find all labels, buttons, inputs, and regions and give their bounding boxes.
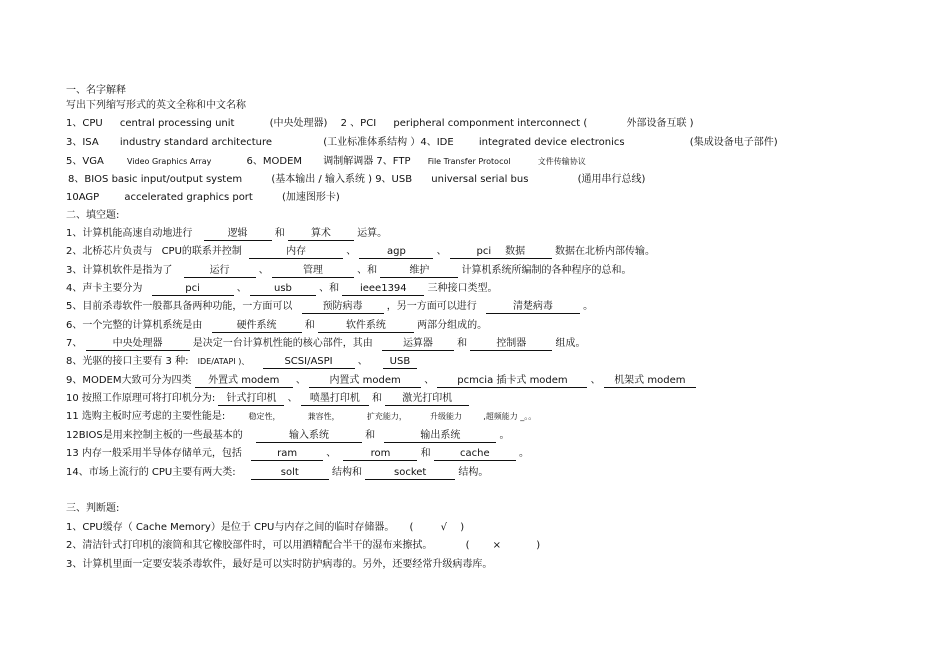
answer-blank: 运算器 bbox=[382, 338, 454, 351]
section-title-3: 三、判断题: bbox=[66, 503, 120, 514]
question-1: 1、计算机能高速自动地进行 逻辑 和 算术 运算。 bbox=[66, 228, 388, 239]
answer-blank: 逻辑 bbox=[204, 228, 272, 241]
question-4: 4、声卡主要分为 pci 、 usb 、和 ieee1394 三种接口类型。 bbox=[66, 283, 498, 294]
answer-blank: 内置式 modem bbox=[309, 375, 421, 388]
answer-blank: USB bbox=[383, 356, 417, 369]
answer-mark: √ bbox=[440, 522, 447, 533]
answer-blank: pci 数据 bbox=[450, 246, 552, 259]
answer-blank: 内存 bbox=[249, 246, 343, 259]
answer-blank: 激光打印机 bbox=[385, 393, 469, 406]
question-6: 6、一个完整的计算机系统是由 硬件系统 和 软件系统 两部分组成的。 bbox=[66, 320, 488, 331]
answer-blank: 机架式 modem bbox=[604, 375, 696, 388]
answer-blank: 外置式 modem bbox=[195, 375, 293, 388]
question-3: 3、计算机软件是指为了 运行 、 管理 、和 维护 计算机系统所编制的各种程序的总和。 bbox=[66, 265, 632, 276]
answer-blank: ieee1394 bbox=[342, 283, 424, 296]
answer-blank: usb bbox=[250, 283, 316, 296]
question-2: 2、北桥芯片负责与 CPU的联系并控制 内存 、 agp 、 pci 数据 数据在北桥内部传输。 bbox=[66, 246, 656, 257]
answer-blank: 喷墨打印机 bbox=[301, 393, 369, 406]
answer-blank: socket bbox=[365, 467, 455, 480]
answer-blank: 运行 bbox=[184, 265, 256, 278]
term-row-5: 10AGP accelerated graphics port (加速图形卡) bbox=[66, 192, 340, 203]
judgement-1: 1、CPU缓存（ Cache Memory）是位于 CPU与内存之间的临时存储器。 ( √ ) bbox=[66, 522, 465, 533]
question-13: 13 内存一般采用半导体存储单元，包括 ram 、 rom 和 cache 。 bbox=[66, 448, 530, 459]
answer-blank: 输出系统 bbox=[384, 430, 496, 443]
answer-mark: × bbox=[492, 540, 502, 551]
question-5: 5、目前杀毒软件一般都具备两种功能，一方面可以 预防病毒 ，另一方面可以进行 清楚病毒 。 bbox=[66, 301, 594, 312]
answer-blank: 输入系统 bbox=[256, 430, 362, 443]
answer-blank: 管理 bbox=[272, 265, 354, 278]
term-row-3: 5、VGA Video Graphics Array 6、MODEM 调制解调器 7、FTP File Transfer Protocol 文件传输协议 bbox=[66, 156, 586, 167]
answer-blank: pcmcia 插卡式 modem bbox=[437, 375, 587, 388]
answer-blank: cache bbox=[434, 448, 516, 461]
judgement-3: 3、计算机里面一定要安装杀毒软件，最好是可以实时防护病毒的。另外，还要经常升级病毒库。 bbox=[66, 559, 493, 570]
question-10: 10 按照工作原理可将打印机分为: 针式打印机 、 喷墨打印机 和 激光打印机 bbox=[66, 392, 469, 406]
judgement-2: 2、清洁针式打印机的滚筒和其它橡胶部件时，可以用酒精配合半干的湿布来擦拭。 ( × ) bbox=[66, 540, 541, 551]
answer-blank: 针式打印机 bbox=[218, 393, 284, 406]
term-row-1: 1、CPU central processing unit (中央处理器) 2 、PCI peripheral componment interconnect ( 外部设备互联 ) bbox=[66, 118, 694, 129]
question-11: 11 选购主板时应考虑的主要性能是: 稳定性， 兼容性， 扩充能力， 升级能力 ,超频能力 _。。 bbox=[66, 411, 537, 422]
term-row-4: 8、BIOS basic input/output system (基本输出 / 输入系统 ) 9、USB universal serial bus (通用串行总线) bbox=[68, 174, 646, 185]
answer-blank: pci bbox=[152, 283, 234, 296]
term-row-2: 3、ISA industry standard architecture (工业标准体系结构 ）4、IDE integrated device electronics (集成设备电子部件) bbox=[66, 137, 778, 148]
answer-blank: 中央处理器 bbox=[86, 338, 190, 351]
section-title-2: 二、填空题: bbox=[66, 210, 120, 221]
answer-blank: 硬件系统 bbox=[212, 320, 302, 333]
question-8: 8、光驱的接口主要有 3 种: IDE/ATAPI )、 SCSI/ASPI 、 USB bbox=[66, 355, 417, 369]
answer-blank: 维护 bbox=[380, 265, 458, 278]
instruction: 写出下列缩写形式的英文全称和中文名称 bbox=[66, 100, 246, 111]
question-14: 14、市场上流行的 CPU主要有两大类: solt 结构和 socket 结构。 bbox=[66, 467, 489, 478]
question-9: 9、MODEM大致可分为四类 外置式 modem 、 内置式 modem 、 pcmcia 插卡式 modem 、 机架式 modem bbox=[66, 374, 696, 388]
answer-blank: 清楚病毒 bbox=[486, 301, 580, 314]
answer-blank: 软件系统 bbox=[318, 320, 414, 333]
section-title-1: 一、名字解释 bbox=[66, 85, 126, 96]
answer-blank: solt bbox=[251, 467, 329, 480]
answer-blank: ram bbox=[251, 448, 323, 461]
answer-blank: agp bbox=[359, 246, 433, 259]
answer-blank: 算术 bbox=[288, 228, 354, 241]
answer-blank: SCSI/ASPI bbox=[263, 356, 355, 369]
question-7: 7、 中央处理器 是决定一台计算机性能的核心部件，其由 运算器 和 控制器 组成。 bbox=[66, 338, 586, 349]
answer-blank: rom bbox=[343, 448, 417, 461]
answer-blank: 预防病毒 bbox=[302, 301, 384, 314]
question-12: 12BIOS是用来控制主板的一些最基本的 输入系统 和 输出系统 。 bbox=[66, 430, 510, 441]
answer-blank: 控制器 bbox=[470, 338, 552, 351]
